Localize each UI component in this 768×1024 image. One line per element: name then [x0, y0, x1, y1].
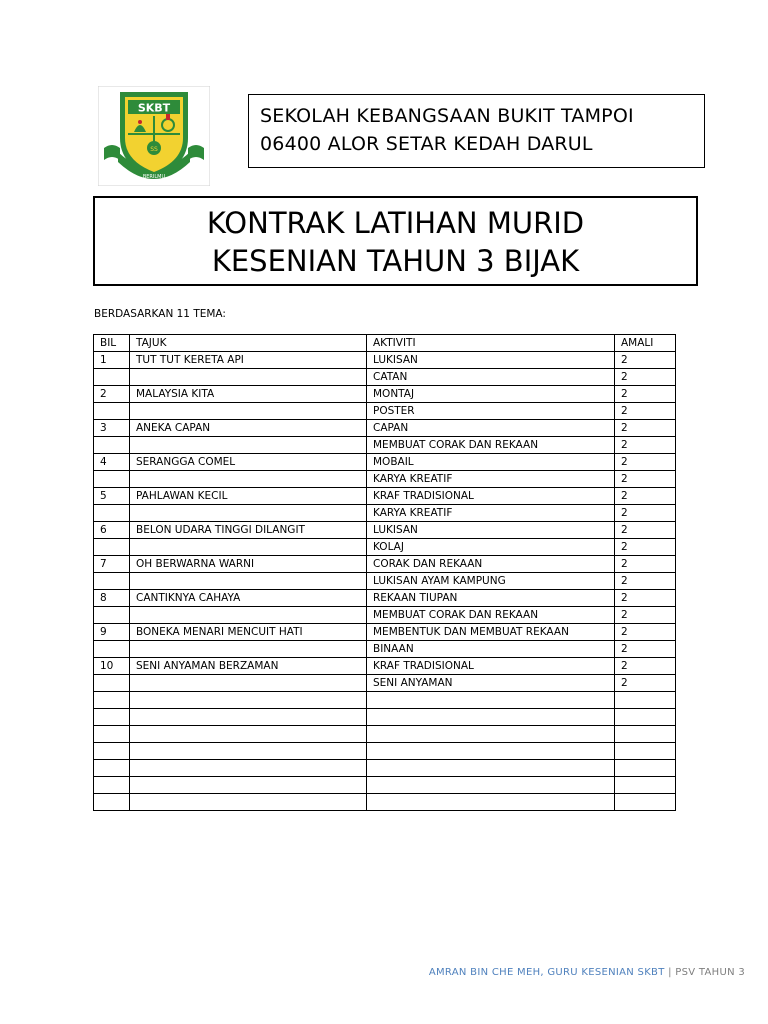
cell-aktiviti: KARYA KREATIF	[367, 471, 615, 488]
cell-amali: 2	[615, 471, 676, 488]
cell-tajuk	[130, 760, 367, 777]
cell-aktiviti	[367, 777, 615, 794]
cell-amali: 2	[615, 607, 676, 624]
cell-amali: 2	[615, 624, 676, 641]
table-body	[94, 352, 676, 811]
cell-aktiviti: POSTER	[367, 403, 615, 420]
cell-bil	[94, 692, 130, 709]
cell-tajuk: MALAYSIA KITA	[130, 386, 367, 403]
cell-bil	[94, 369, 130, 386]
cell-tajuk	[130, 505, 367, 522]
table-row	[94, 590, 676, 607]
table-row	[94, 743, 676, 760]
cell-amali	[615, 760, 676, 777]
cell-tajuk	[130, 743, 367, 760]
table-row	[94, 794, 676, 811]
cell-tajuk: SERANGGA COMEL	[130, 454, 367, 471]
cell-tajuk: SENI ANYAMAN BERZAMAN	[130, 658, 367, 675]
cell-aktiviti: MOBAIL	[367, 454, 615, 471]
column-header-tajuk: TAJUK	[130, 335, 367, 352]
cell-aktiviti: CAPAN	[367, 420, 615, 437]
table-row	[94, 386, 676, 403]
cell-amali: 2	[615, 590, 676, 607]
cell-amali: 2	[615, 641, 676, 658]
cell-aktiviti: REKAAN TIUPAN	[367, 590, 615, 607]
cell-aktiviti: MEMBUAT CORAK DAN REKAAN	[367, 437, 615, 454]
table-row	[94, 726, 676, 743]
cell-aktiviti: BINAAN	[367, 641, 615, 658]
cell-amali: 2	[615, 454, 676, 471]
cell-tajuk	[130, 692, 367, 709]
cell-tajuk	[130, 539, 367, 556]
cell-bil	[94, 437, 130, 454]
document-title-line-1: KONTRAK LATIHAN MURID	[206, 206, 585, 240]
cell-bil: 1	[94, 352, 130, 369]
cell-bil	[94, 539, 130, 556]
cell-amali: 2	[615, 675, 676, 692]
cell-bil	[94, 641, 130, 658]
table-row	[94, 522, 676, 539]
cell-amali: 2	[615, 522, 676, 539]
cell-amali	[615, 709, 676, 726]
cell-bil	[94, 675, 130, 692]
table-row	[94, 692, 676, 709]
cell-bil: 10	[94, 658, 130, 675]
cell-bil	[94, 573, 130, 590]
logo-text: SKBT	[137, 101, 171, 115]
cell-aktiviti	[367, 692, 615, 709]
table-row	[94, 369, 676, 386]
school-name-line-2: 06400 ALOR SETAR KEDAH DARUL	[260, 133, 593, 155]
table-row	[94, 573, 676, 590]
document-title-box	[93, 196, 698, 286]
cell-aktiviti	[367, 743, 615, 760]
school-name-box	[248, 94, 705, 168]
cell-bil	[94, 777, 130, 794]
table-row	[94, 454, 676, 471]
school-name-line-1: SEKOLAH KEBANGSAAN BUKIT TAMPOI	[260, 105, 634, 127]
cell-tajuk: OH BERWARNA WARNI	[130, 556, 367, 573]
table-row	[94, 641, 676, 658]
cell-amali: 2	[615, 437, 676, 454]
cell-amali: 2	[615, 420, 676, 437]
cell-bil	[94, 709, 130, 726]
cell-amali: 2	[615, 539, 676, 556]
cell-bil: 8	[94, 590, 130, 607]
table-row	[94, 437, 676, 454]
cell-aktiviti: LUKISAN AYAM KAMPUNG	[367, 573, 615, 590]
cell-tajuk	[130, 573, 367, 590]
cell-tajuk: TUT TUT KERETA API	[130, 352, 367, 369]
table-row	[94, 624, 676, 641]
cell-tajuk	[130, 471, 367, 488]
table-header-row	[94, 335, 676, 352]
cell-bil	[94, 403, 130, 420]
column-header-amali: AMALI	[615, 335, 676, 352]
cell-aktiviti: MEMBENTUK DAN MEMBUAT REKAAN	[367, 624, 615, 641]
cell-tajuk: BONEKA MENARI MENCUIT HATI	[130, 624, 367, 641]
cell-amali: 2	[615, 488, 676, 505]
cell-bil	[94, 505, 130, 522]
cell-amali: 2	[615, 556, 676, 573]
table-row	[94, 556, 676, 573]
table-row	[94, 471, 676, 488]
cell-amali: 2	[615, 505, 676, 522]
cell-tajuk	[130, 437, 367, 454]
table-row	[94, 709, 676, 726]
page-footer	[429, 967, 745, 978]
cell-amali: 2	[615, 403, 676, 420]
cell-bil	[94, 794, 130, 811]
crest-icon	[98, 86, 210, 186]
cell-amali: 2	[615, 573, 676, 590]
svg-text:SS: SS	[150, 146, 158, 153]
cell-bil: 6	[94, 522, 130, 539]
cell-tajuk	[130, 675, 367, 692]
cell-aktiviti: KRAF TRADISIONAL	[367, 658, 615, 675]
cell-tajuk	[130, 641, 367, 658]
cell-amali	[615, 794, 676, 811]
cell-bil: 2	[94, 386, 130, 403]
table-row	[94, 777, 676, 794]
cell-aktiviti: CORAK DAN REKAAN	[367, 556, 615, 573]
cell-aktiviti: MONTAJ	[367, 386, 615, 403]
table-row	[94, 488, 676, 505]
cell-aktiviti: MEMBUAT CORAK DAN REKAAN	[367, 607, 615, 624]
contract-table	[93, 334, 676, 811]
cell-amali: 2	[615, 369, 676, 386]
cell-bil: 9	[94, 624, 130, 641]
footer-author: AMRAN BIN CHE MEH, GURU KESENIAN SKBT	[428, 967, 665, 978]
cell-bil	[94, 607, 130, 624]
cell-aktiviti: KARYA KREATIF	[367, 505, 615, 522]
table-row	[94, 352, 676, 369]
column-header-aktiviti: AKTIVITI	[367, 335, 615, 352]
cell-amali	[615, 726, 676, 743]
cell-bil	[94, 743, 130, 760]
table-row	[94, 675, 676, 692]
table-row	[94, 403, 676, 420]
cell-bil: 4	[94, 454, 130, 471]
cell-tajuk	[130, 607, 367, 624]
cell-tajuk: ANEKA CAPAN	[130, 420, 367, 437]
cell-aktiviti: LUKISAN	[367, 522, 615, 539]
cell-tajuk	[130, 403, 367, 420]
cell-amali: 2	[615, 386, 676, 403]
column-header-bil: BIL	[94, 335, 130, 352]
cell-aktiviti: SENI ANYAMAN	[367, 675, 615, 692]
logo-motto: BERILMU	[142, 174, 166, 180]
school-crest-logo	[98, 86, 210, 186]
cell-aktiviti	[367, 794, 615, 811]
cell-aktiviti: KRAF TRADISIONAL	[367, 488, 615, 505]
cell-amali	[615, 777, 676, 794]
cell-tajuk	[130, 709, 367, 726]
cell-amali: 2	[615, 352, 676, 369]
document-title-line-2: KESENIAN TAHUN 3 BIJAK	[211, 244, 580, 278]
cell-tajuk	[130, 794, 367, 811]
footer-course: PSV TAHUN 3	[675, 967, 745, 978]
cell-bil: 5	[94, 488, 130, 505]
cell-tajuk: CANTIKNYA CAHAYA	[130, 590, 367, 607]
table-row	[94, 420, 676, 437]
cell-tajuk: BELON UDARA TINGGI DILANGIT	[130, 522, 367, 539]
table-row	[94, 505, 676, 522]
table-row	[94, 539, 676, 556]
cell-bil: 7	[94, 556, 130, 573]
cell-aktiviti: KOLAJ	[367, 539, 615, 556]
table-row	[94, 607, 676, 624]
table-row	[94, 658, 676, 675]
cell-amali: 2	[615, 658, 676, 675]
cell-bil: 3	[94, 420, 130, 437]
cell-tajuk	[130, 369, 367, 386]
cell-bil	[94, 471, 130, 488]
cell-aktiviti: CATAN	[367, 369, 615, 386]
cell-tajuk	[130, 777, 367, 794]
cell-aktiviti	[367, 760, 615, 777]
cell-tajuk	[130, 726, 367, 743]
table-row	[94, 760, 676, 777]
footer-separator: |	[668, 967, 672, 978]
cell-bil	[94, 760, 130, 777]
cell-tajuk: PAHLAWAN KECIL	[130, 488, 367, 505]
cell-amali	[615, 743, 676, 760]
cell-aktiviti: LUKISAN	[367, 352, 615, 369]
cell-aktiviti	[367, 709, 615, 726]
cell-bil	[94, 726, 130, 743]
cell-aktiviti	[367, 726, 615, 743]
cell-amali	[615, 692, 676, 709]
theme-subheading: BERDASARKAN 11 TEMA:	[94, 308, 226, 320]
